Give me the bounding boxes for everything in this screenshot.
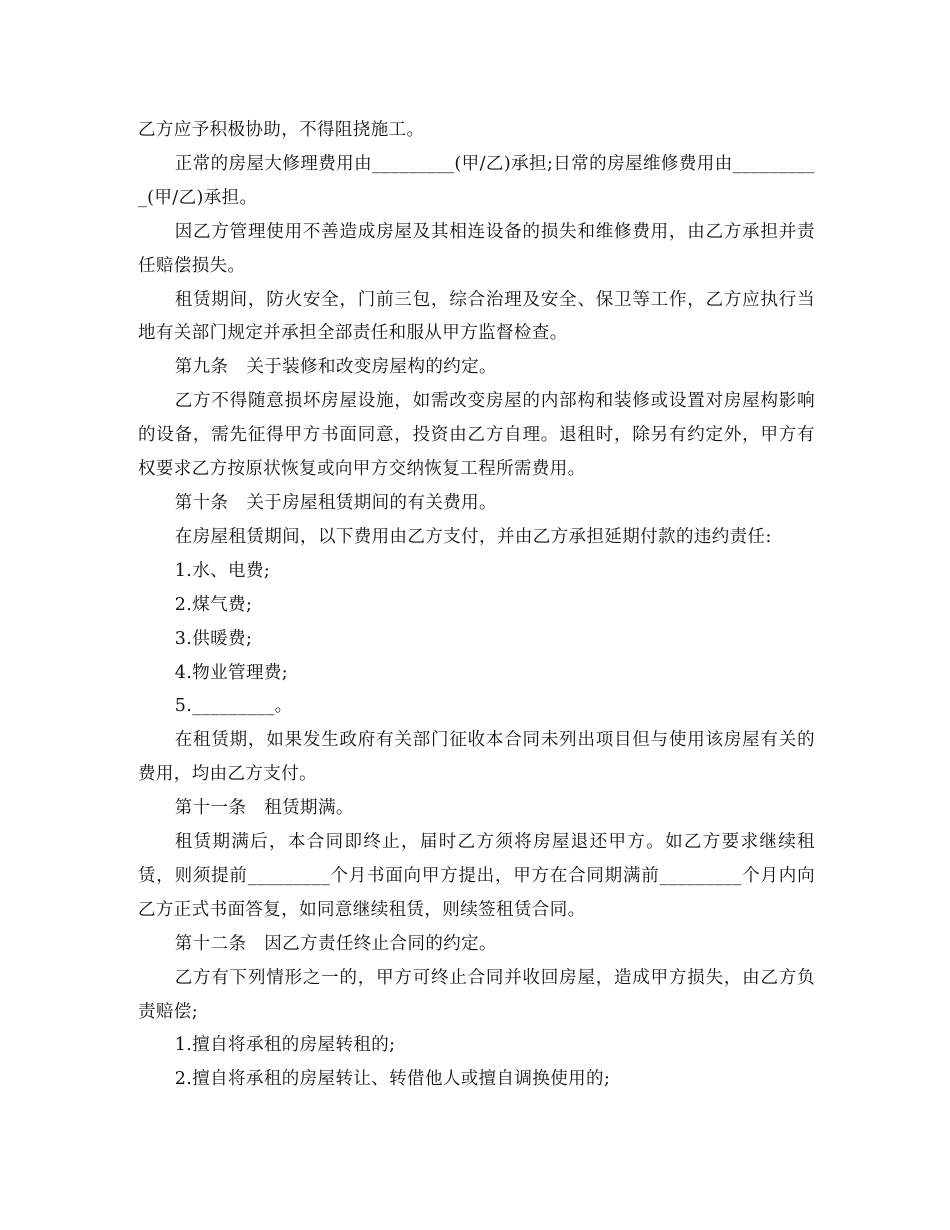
document-body [138, 114, 815, 1097]
article-9-heading: 第九条 关于装修和改变房屋构的约定。 [174, 357, 497, 378]
paragraph-renovation-terms: 乙方不得随意损坏房屋设施，如需改变房屋的内部构和装修或设置对房屋构影响的设备，需先征得甲方书面同意，投资由乙方自理。退租时，除另有约定外，甲方有权要求乙方按原状恢复或向甲方交纳恢复工程所需费用。 [138, 391, 815, 480]
list-item-fee-5: 5._________。 [174, 696, 293, 717]
paragraph-continuation: 乙方应予积极协助，不得阻挠施工。 [138, 120, 425, 140]
paragraph-lease-expiry: 租赁期满后，本合同即终止，届时乙方须将房屋退还甲方。如乙方要求继续租赁，则须提前_________个月书面向甲方提出，甲方在合同期满前_________个月内向乙方正式书面答复，如同意继续租赁，则续签租赁合同。 [138, 832, 815, 920]
list-item-termination-1: 1.擅自将承租的房屋转租的; [174, 1035, 396, 1056]
paragraph-termination-intro: 乙方有下列情形之一的，甲方可终止合同并收回房屋，造成甲方损失，由乙方负责赔偿; [138, 967, 815, 1022]
article-12-heading: 第十二条 因乙方责任终止合同的约定。 [174, 933, 497, 954]
paragraph-government-fees: 在租赁期，如果发生政府有关部门征收本合同未列出项目但与使用该房屋有关的费用，均由乙方支付。 [138, 730, 815, 785]
article-10-heading: 第十条 关于房屋租赁期间的有关费用。 [174, 492, 497, 513]
paragraph-safety-duties: 租赁期间，防火安全，门前三包，综合治理及安全、保卫等工作，乙方应执行当地有关部门规定并承担全部责任和服从甲方监督检查。 [138, 289, 815, 344]
list-item-fee-2: 2.煤气费; [174, 594, 253, 615]
list-item-fee-4: 4.物业管理费; [174, 662, 289, 683]
list-item-termination-2: 2.擅自将承租的房屋转让、转借他人或擅自调换使用的; [174, 1069, 611, 1090]
list-item-fee-3: 3.供暖费; [174, 628, 253, 649]
paragraph-damage-liability: 因乙方管理使用不善造成房屋及其相连设备的损失和维修费用，由乙方承担并责任赔偿损失。 [138, 221, 815, 276]
paragraph-repair-costs: 正常的房屋大修理费用由_________(甲/乙)承担;日常的房屋维修费用由__________(甲/乙)承担。 [138, 153, 815, 208]
paragraph-fees-intro: 在房屋租赁期间，以下费用由乙方支付，并由乙方承担延期付款的违约责任: [174, 526, 772, 547]
list-item-fee-1: 1.水、电费; [174, 560, 271, 581]
article-11-heading: 第十一条 租赁期满。 [174, 798, 354, 819]
